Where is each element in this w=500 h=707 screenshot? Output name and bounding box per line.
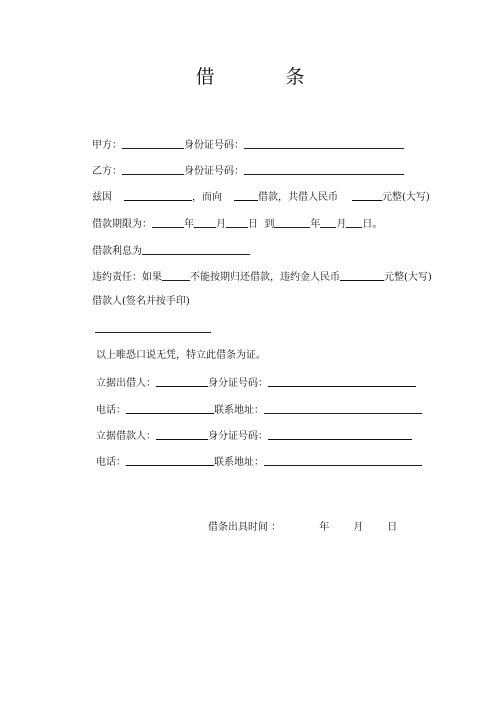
interest-field[interactable] [142,243,250,255]
reason-suffix: 元整(大写) [382,192,430,203]
lender-line [92,137,404,153]
term-month2: 月 [336,219,347,230]
issue-date-label: 借条出具时间 ： [208,522,282,533]
statement-line [96,349,266,363]
lender-id-label: 身份证号码： [184,140,244,151]
lender-address-field[interactable] [264,402,422,414]
document-title: 借 条 [195,66,331,88]
reason-prefix: 兹因 [92,192,112,203]
amount-field[interactable] [352,189,382,201]
issue-date-year: 年 [319,522,330,533]
signature-field[interactable] [95,332,211,333]
term-day2: 日。 [362,219,383,230]
reason-middle: 借款，共借人民币 [258,192,338,203]
term-start-month-field[interactable] [194,216,216,228]
penalty-line [92,269,432,285]
term-end-day-field[interactable] [346,216,362,228]
lender-phone-line [96,402,422,418]
signature-label: 借款人(签名并按手印) [92,296,190,307]
borrower-section-line [96,428,412,444]
lender-section-id-label: 身分证号码： [208,378,268,389]
lender-phone-field[interactable] [126,402,214,414]
penalty-middle: 不能按期归还借款，违约金人民币 [190,272,340,283]
penalty-suffix: 元整(大写) [384,272,432,283]
lender-section-line [96,375,416,391]
borrower-section-id-field[interactable] [268,428,412,440]
borrower-section-name-field[interactable] [156,428,208,440]
borrower-id-field[interactable] [244,163,404,175]
lender-section-name-field[interactable] [156,375,208,387]
signature-line [92,295,190,309]
reason-line [92,189,430,205]
term-end-year-field[interactable] [274,216,310,228]
term-end-month-field[interactable] [320,216,336,228]
term-line [92,216,382,232]
lender-id-field[interactable] [244,137,404,149]
lender-section-label: 立据出借人： [96,378,156,389]
lender-address-label: 联系地址： [214,405,264,416]
borrower-section-label: 立据借款人： [96,431,156,442]
penalty-text: 违约责任：如果 [92,272,162,283]
borrower-address-field[interactable] [264,454,422,466]
borrower-address-label: 联系地址： [214,457,264,468]
interest-line [92,243,250,259]
borrower-phone-label: 电话： [96,457,126,468]
term-day-to: 日 到 [248,219,275,230]
term-year: 年 [184,219,194,230]
penalty-party-field[interactable] [162,269,190,281]
issue-date-line [208,518,397,533]
interest-label: 借款利息为 [92,246,142,257]
lender-label: 甲方： [92,140,122,151]
lend-to-field[interactable] [234,189,258,201]
borrower-section-id-label: 身分证号码： [208,431,268,442]
statement-text: 以上唯恐口说无凭，特立此借条为证。 [96,350,266,361]
lender-section-id-field[interactable] [268,375,416,387]
term-month: 月 [216,219,226,230]
term-year2: 年 [310,219,321,230]
borrower-phone-line [96,454,422,470]
lender-phone-label: 电话： [96,405,126,416]
borrower-label: 乙方： [92,166,122,177]
term-label: 借款期限为： [92,219,152,230]
issue-date-month: 月 [353,522,364,533]
lender-name-field[interactable] [122,137,184,149]
reason-comma: ，而向 [192,192,222,203]
borrower-id-label: 身份证号码： [184,166,244,177]
term-start-day-field[interactable] [226,216,248,228]
issue-date-day: 日 [387,522,398,533]
borrower-line [92,163,404,179]
borrower-name-field[interactable] [122,163,184,175]
reason-field[interactable] [124,189,192,201]
term-start-year-field[interactable] [152,216,184,228]
borrower-phone-field[interactable] [126,454,214,466]
penalty-amount-field[interactable] [340,269,384,281]
